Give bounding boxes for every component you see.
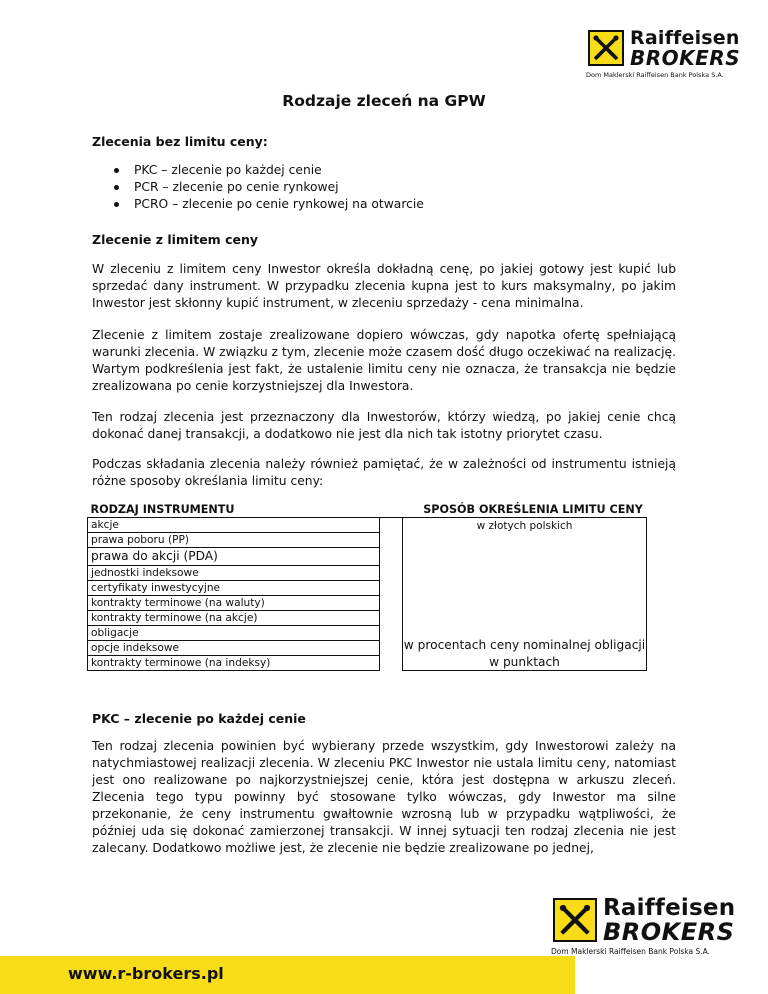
section-heading-with-limit: Zlecenie z limitem ceny: [92, 232, 258, 247]
list-item: PKC – zlecenie po każdej cenie: [92, 162, 424, 179]
section-heading-no-limit: Zlecenia bez limitu ceny:: [92, 134, 268, 149]
paragraph: W zleceniu z limitem ceny Inwestor określa dokładną cenę, po jakiej gotowy jest kupić lub sprzedać dany instrument. W przypadku zlecenia kupna jest to kurs maksymalny, po jakim Inwestor jest skłonny kupić instrument, w zleceniu sprzedaży - cena minimalna.: [92, 262, 676, 310]
paragraph: Ten rodzaj zlecenia powinien być wybierany przede wszystkim, gdy Inwestorowi zależy na natychmiastowej realizacji zlecenia. W zleceniu PKC Inwestor nie ustala limitu ceny, natomiast jest ono realizowane po najkorzystniejszej cenie, która jest dostępna w arkuszu zleceń. Zlecenia tego typu powinny być stosowane tylko wówczas, gdy Inwestor ma silne przekonanie, że ceny instrumentu gwałtownie wzrosną lub w przypadku wątpliwości, że później uda się dokonać zamierzonej transakcji. W innej sytuacji ten rodzaj zlecenia nie jest zalecany. Dodatkowo możliwe jest, że zlecenie nie będzie zrealizowane po jednej,: [92, 739, 676, 855]
table-cell: jednostki indeksowe: [88, 566, 380, 581]
table-cell: kontrakty terminowe (na indeksy): [88, 656, 380, 671]
table-cell: opcje indeksowe: [88, 641, 380, 656]
paragraph: Podczas składania zlecenia należy również pamiętać, że w zależności od instrumentu istnieją różne sposoby określania limitu ceny:: [92, 457, 676, 488]
method-pln: w złotych polskich: [476, 520, 573, 532]
table-cell: kontrakty terminowe (na waluty): [88, 596, 380, 611]
brand-logo: [588, 28, 740, 79]
brand-name: Raiffeisen: [630, 27, 740, 49]
brand-sub: BROKERS: [603, 918, 735, 946]
footer-url[interactable]: www.r-brokers.pl: [68, 964, 224, 983]
list-item: PCR – zlecenie po cenie rynkowej: [92, 179, 424, 196]
paragraph: Zlecenie z limitem zostaje zrealizowane dopiero wówczas, gdy napotka ofertę spełniającą warunki zlecenia. W związku z tym, zlecenie może czasem dość długo oczekiwać na realizację. Wartym podkreślenia jest fakt, że ustalenie limitu ceny nie oznacza, że transakcja nie będzie zrealizowana po cenie korzystniejszej dla Inwestora.: [92, 328, 676, 393]
section-heading-pkc: PKC – zlecenie po każdej cenie: [92, 711, 306, 726]
raiffeisen-gable-cross-icon: [553, 898, 597, 942]
brand-sub: BROKERS: [630, 46, 741, 70]
paragraph: Ten rodzaj zlecenia jest przeznaczony dla Inwestorów, którzy wiedzą, po jakiej cenie chcą dokonać danej transakcji, a dodatkowo nie jest dla nich tak istotny priorytet czasu.: [92, 410, 676, 441]
bullet-list: [92, 162, 424, 213]
table-header-method: SPOSÓB OKREŚLENIA LIMITU CENY: [403, 501, 647, 518]
brand-tagline: Dom Maklerski Raiffeisen Bank Polska S.A.: [586, 71, 724, 79]
method-percent: w procentach ceny nominalnej obligacji: [403, 638, 646, 652]
page-title: Rodzaje zleceń na GPW: [282, 92, 486, 110]
table-header-instrument: RODZAJ INSTRUMENTU: [88, 501, 380, 518]
table-cell: obligacje: [88, 626, 380, 641]
list-item: PCRO – zlecenie po cenie rynkowej na otwarcie: [92, 196, 424, 213]
raiffeisen-gable-cross-icon: [588, 30, 624, 66]
brand-name: Raiffeisen: [603, 895, 736, 921]
table-cell: prawa poboru (PP): [88, 533, 380, 548]
table-cell: prawa do akcji (PDA): [88, 548, 380, 566]
method-points: w punktach: [489, 655, 560, 669]
limit-methods-table: [87, 501, 647, 671]
brand-logo-footer: [553, 896, 735, 956]
footer-bar: [0, 956, 575, 994]
table-cell: certyfikaty inwestycyjne: [88, 581, 380, 596]
brand-tagline: Dom Maklerski Raiffeisen Bank Polska S.A.: [551, 947, 710, 956]
table-method-cell: [403, 518, 647, 671]
table-cell: akcje: [88, 518, 380, 533]
table-cell: kontrakty terminowe (na akcje): [88, 611, 380, 626]
